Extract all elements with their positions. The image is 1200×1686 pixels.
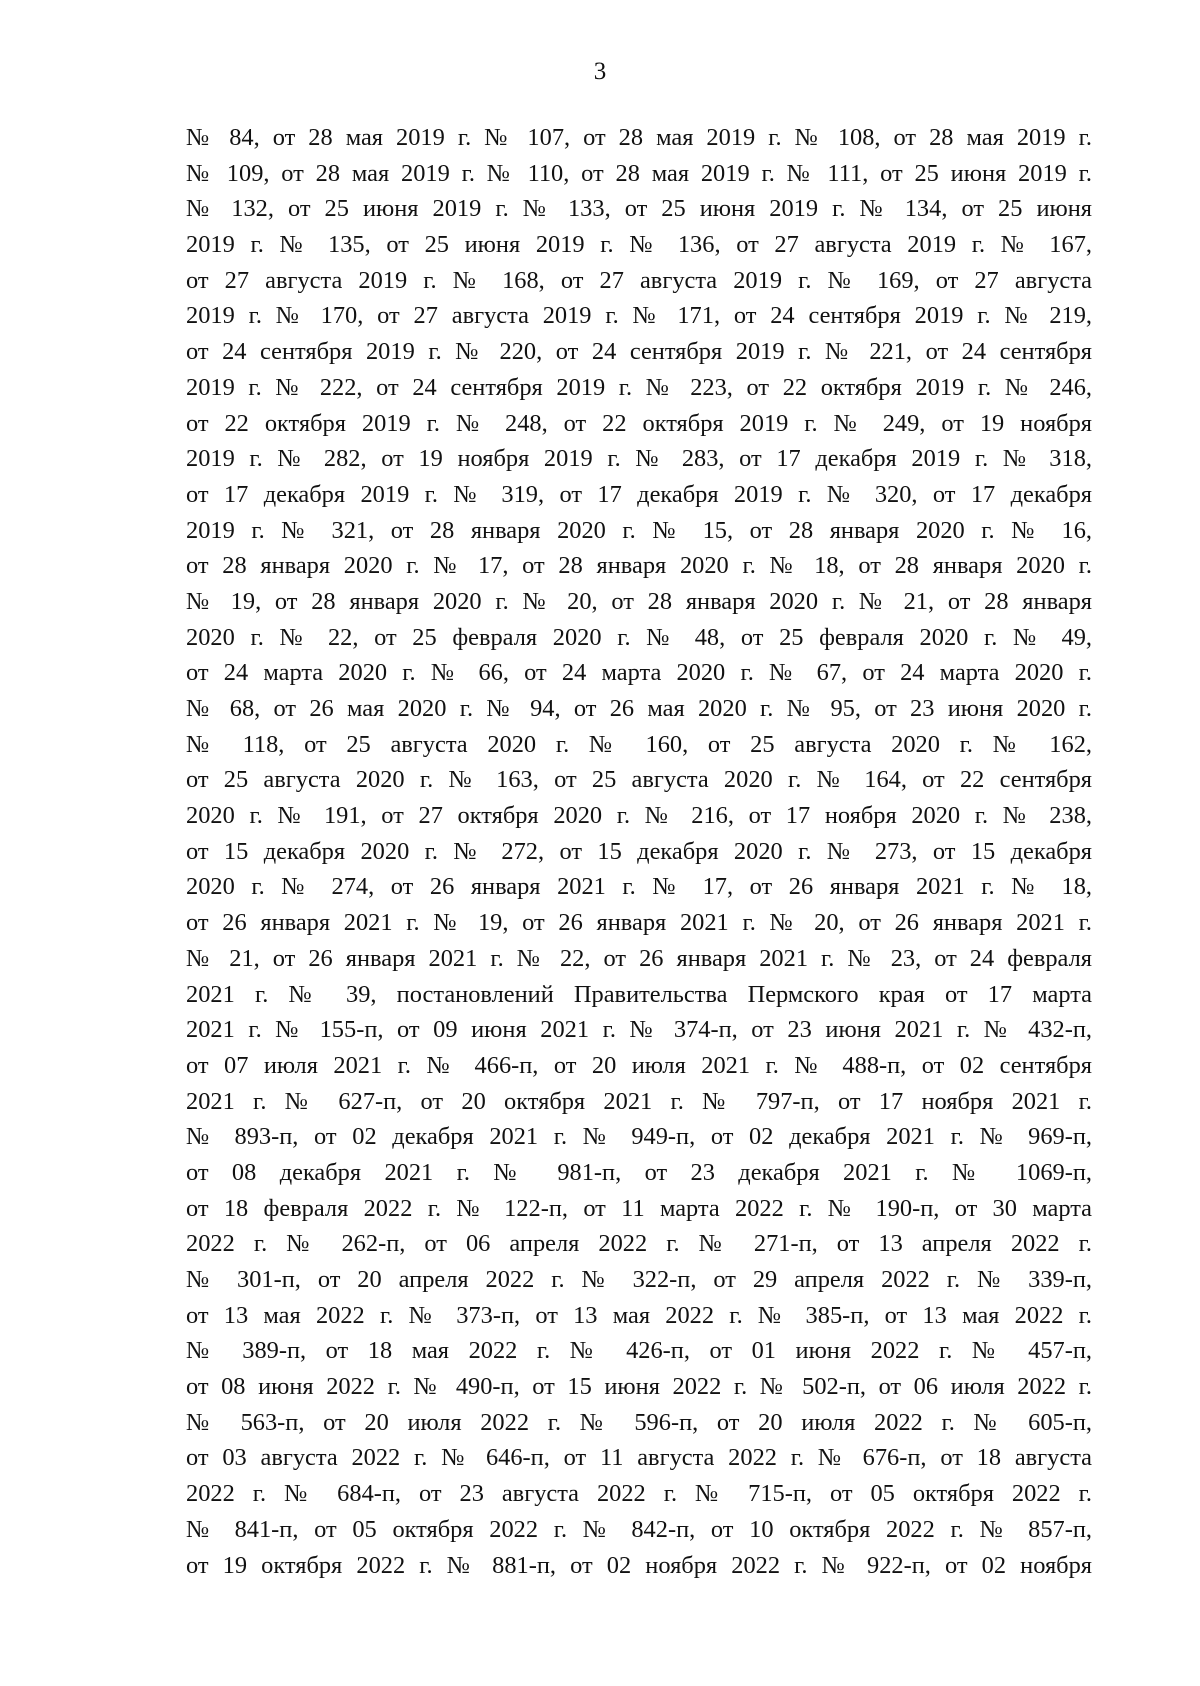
text-line: 2020 г. № 274, от 26 января 2021 г. № 17, от 26 января 2021 г. № 18, xyxy=(186,873,1092,901)
text-line: 2019 г. № 135, от 25 июня 2019 г. № 136, от 27 августа 2019 г. № 167, xyxy=(186,231,1092,259)
text-line: № 841-п, от 05 октября 2022 г. № 842-п, от 10 октября 2022 г. № 857-п, xyxy=(186,1515,1092,1543)
text-line: 2019 г. № 170, от 27 августа 2019 г. № 171, от 24 сентября 2019 г. № 219, xyxy=(186,302,1092,330)
text-line: № 21, от 26 января 2021 г. № 22, от 26 января 2021 г. № 23, от 24 февраля xyxy=(186,944,1092,972)
text-line: от 25 августа 2020 г. № 163, от 25 августа 2020 г. № 164, от 22 сентября xyxy=(186,766,1092,794)
text-line: 2022 г. № 262-п, от 06 апреля 2022 г. № 271-п, от 13 апреля 2022 г. xyxy=(186,1230,1092,1258)
text-line: № 389-п, от 18 мая 2022 г. № 426-п, от 01 июня 2022 г. № 457-п, xyxy=(186,1337,1092,1365)
text-line: от 24 марта 2020 г. № 66, от 24 марта 2020 г. № 67, от 24 марта 2020 г. xyxy=(186,659,1092,687)
text-line: № 109, от 28 мая 2019 г. № 110, от 28 мая 2019 г. № 111, от 25 июня 2019 г. xyxy=(186,159,1092,187)
text-line: № 563-п, от 20 июля 2022 г. № 596-п, от 20 июля 2022 г. № 605-п, xyxy=(186,1408,1092,1436)
text-line: от 08 декабря 2021 г. № 981-п, от 23 декабря 2021 г. № 1069-п, xyxy=(186,1158,1092,1186)
text-line: от 03 августа 2022 г. № 646-п, от 11 августа 2022 г. № 676-п, от 18 августа xyxy=(186,1444,1092,1472)
text-line: № 132, от 25 июня 2019 г. № 133, от 25 июня 2019 г. № 134, от 25 июня xyxy=(186,195,1092,223)
text-line: от 28 января 2020 г. № 17, от 28 января 2020 г. № 18, от 28 января 2020 г. xyxy=(186,552,1092,580)
text-line: № 301-п, от 20 апреля 2022 г. № 322-п, от 29 апреля 2022 г. № 339-п, xyxy=(186,1266,1092,1293)
text-line: 2019 г. № 321, от 28 января 2020 г. № 15, от 28 января 2020 г. № 16, xyxy=(186,516,1092,544)
text-line: от 18 февраля 2022 г. № 122-п, от 11 марта 2022 г. № 190-п, от 30 марта xyxy=(186,1194,1092,1222)
text-line: от 17 декабря 2019 г. № 319, от 17 декабря 2019 г. № 320, от 17 декабря xyxy=(186,480,1092,508)
text-line: от 07 июля 2021 г. № 466-п, от 20 июля 2021 г. № 488-п, от 02 сентября xyxy=(186,1051,1092,1079)
text-line: от 15 декабря 2020 г. № 272, от 15 декабря 2020 г. № 273, от 15 декабря xyxy=(186,837,1092,865)
text-line: от 24 сентября 2019 г. № 220, от 24 сентября 2019 г. № 221, от 24 сентября xyxy=(186,338,1092,366)
text-line: 2021 г. № 155-п, от 09 июня 2021 г. № 374-п, от 23 июня 2021 г. № 432-п, xyxy=(186,1016,1092,1044)
text-line: 2020 г. № 22, от 25 февраля 2020 г. № 48, от 25 февраля 2020 г. № 49, xyxy=(186,623,1092,651)
text-line: от 08 июня 2022 г. № 490-п, от 15 июня 2022 г. № 502-п, от 06 июля 2022 г. xyxy=(186,1373,1092,1401)
text-line: № 68, от 26 мая 2020 г. № 94, от 26 мая 2020 г. № 95, от 23 июня 2020 г. xyxy=(186,695,1092,722)
body-text xyxy=(186,120,1092,1583)
text-line: от 19 октября 2022 г. № 881-п, от 02 ноября 2022 г. № 922-п, от 02 ноября xyxy=(186,1551,1092,1579)
text-line: от 22 октября 2019 г. № 248, от 22 октября 2019 г. № 249, от 19 ноября xyxy=(186,409,1092,437)
page-number: 3 xyxy=(593,58,607,85)
text-line: 2019 г. № 282, от 19 ноября 2019 г. № 283, от 17 декабря 2019 г. № 318, xyxy=(186,445,1092,473)
text-line: № 19, от 28 января 2020 г. № 20, от 28 января 2020 г. № 21, от 28 января xyxy=(186,587,1092,615)
text-line: 2021 г. № 627-п, от 20 октября 2021 г. № 797-п, от 17 ноября 2021 г. xyxy=(186,1087,1092,1115)
text-line: 2019 г. № 222, от 24 сентября 2019 г. № 223, от 22 октября 2019 г. № 246, xyxy=(186,373,1092,401)
text-line: от 27 августа 2019 г. № 168, от 27 августа 2019 г. № 169, от 27 августа xyxy=(186,266,1092,294)
text-line: № 118, от 25 августа 2020 г. № 160, от 25 августа 2020 г. № 162, xyxy=(186,730,1092,758)
text-line: от 26 января 2021 г. № 19, от 26 января 2021 г. № 20, от 26 января 2021 г. xyxy=(186,909,1092,937)
text-line: 2022 г. № 684-п, от 23 августа 2022 г. № 715-п, от 05 октября 2022 г. xyxy=(186,1480,1092,1508)
text-line: 2021 г. № 39, постановлений Правительства Пермского края от 17 марта xyxy=(186,980,1092,1008)
text-line: № 893-п, от 02 декабря 2021 г. № 949-п, от 02 декабря 2021 г. № 969-п, xyxy=(186,1123,1092,1151)
text-line: 2020 г. № 191, от 27 октября 2020 г. № 216, от 17 ноября 2020 г. № 238, xyxy=(186,802,1092,830)
text-line: от 13 мая 2022 г. № 373-п, от 13 мая 2022 г. № 385-п, от 13 мая 2022 г. xyxy=(186,1301,1092,1329)
text-line: № 84, от 28 мая 2019 г. № 107, от 28 мая 2019 г. № 108, от 28 мая 2019 г. xyxy=(186,124,1092,151)
